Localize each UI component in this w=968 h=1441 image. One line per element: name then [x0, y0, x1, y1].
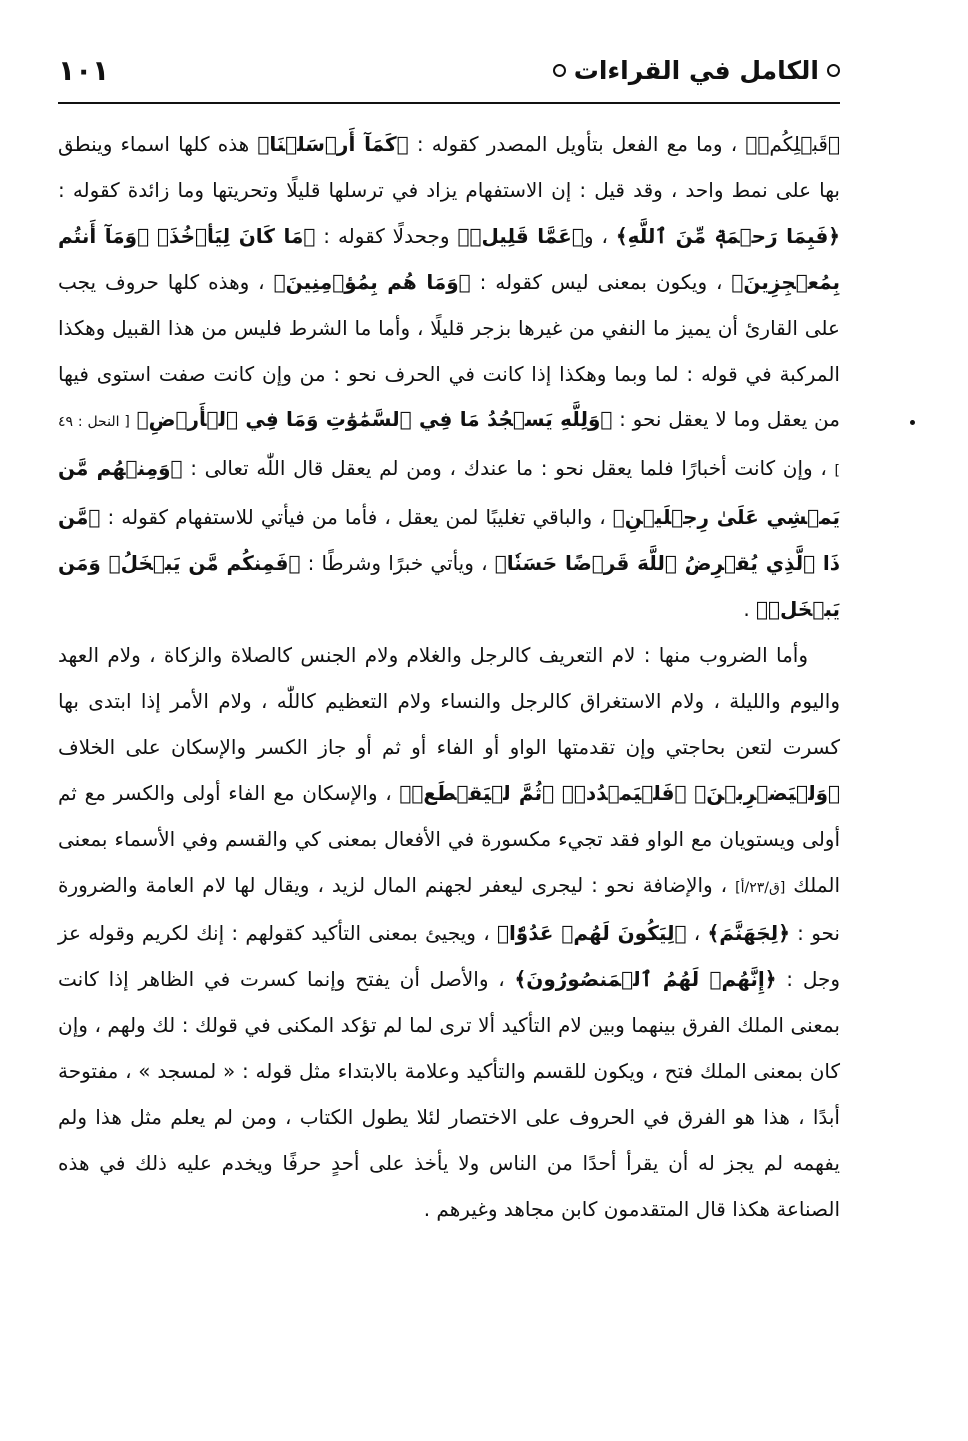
paragraph-2: [58, 633, 840, 1233]
quran-quote: ﴿فَبِمَا رَحۡمَةٖ مِّنَ ٱللَّهِ﴾: [615, 223, 841, 248]
quran-quote: ﴿كَمَآ أَرۡسَلۡنَا﴾: [257, 132, 409, 156]
text-run: [130, 407, 137, 431]
text-run: [554, 781, 562, 805]
header-title-group: [553, 56, 840, 85]
quran-quote: ﴿وَلِلَّهِ يَسۡجُدُ مَا فِي ٱلسَّمَٰوَٰتِ وَمَا فِي ٱلۡأَرۡضِ﴾: [136, 407, 613, 432]
ring-ornament-icon: [553, 64, 566, 77]
text-run: ، ويأتي خبرًا وشرطًا :: [300, 551, 495, 576]
quran-quote: ﴿إِنَّهُمۡ لَهُمُ ٱلۡمَنصُورُونَ﴾: [514, 967, 777, 992]
quran-quote: ﴿مَّن ذَا ٱلَّذِي يُقۡرِضُ ٱللَّهَ قَرۡضًا حَسَنٗا﴾: [58, 505, 840, 576]
text-run: ، والباقي تغليبًا لمن يعقل ، فأما من فيأتي للاستفهام كقوله :: [100, 505, 613, 530]
text-run: ، وإن كانت أخبارًا فلما يعقل نحو : ما عندك ، ومن لم يعقل قال اللّٰه تعالى :: [182, 456, 835, 481]
text-run: وأما الضروب منها : لام التعريف كالرجل والغلام ولام الجنس كالصلاة والزكاة ، ولام العهد واليوم والليلة ، ولام الاستغراق كالرجل والنساء ولام التعظيم كاللّٰه ، ولام الأمر إذا ابتدى بها كسرت لتعن بحاجتي وإن تقدمتها الواو أو الفاء أو ثم أو جاز الكسر والإسكان على الخلاف: [58, 642, 840, 759]
text-run: ، والإضافة نحو : ليجرى ليعفر لجهنم المال لزيد ، ويقال لها لام العامة والضرورة نحو :: [58, 872, 840, 946]
book-title: الكامل في القراءات: [573, 56, 819, 85]
text-run: ،: [686, 921, 708, 946]
text-run: ﴿قَبۡلِكُمۡ﴾: [745, 132, 840, 156]
text-run: ، ويكون بمعنى ليس كقوله :: [470, 269, 732, 294]
text-run: .: [743, 597, 757, 622]
quran-quote: ﴿وَمَا هُم بِمُؤۡمِنِينَ﴾: [273, 269, 471, 294]
text-run: هذه كلها اسماء وينطق بها على نمط واحد ، وقد قيل : إن الاستفهام يزاد في ترسلها قليلًا وتحريتها وما زائدة كقوله :: [58, 132, 840, 202]
quran-quote: ﴿وَمَآ أَنتُم بِمُعۡجِزِينَ﴾: [58, 223, 840, 294]
quran-quote: ﴿عَمَّا قَلِيلٖ﴾: [457, 223, 584, 248]
quran-quote: ﴿وَمِنۡهُم مَّن يَمۡشِي عَلَىٰ رِجۡلَيۡنِ﴾: [58, 456, 840, 530]
text-run: ، وما مع الفعل بتأويل المصدر كقوله :: [408, 132, 746, 156]
quran-quote: ﴿لِجَهَنَّمَ﴾: [707, 921, 790, 946]
text-run: ، والإسكان مع الفاء أولى والكسر مع ثم أولى ويستويان مع الواو فقد تجيء مكسورة في الأفعال بمعنى كي والقسم وفي الأسماء بمعنى الملك: [58, 780, 840, 897]
text-run: ، وهذه كلها حروف يجب على القارئ أن يميز ما النفي من غيرها بزجر قليلًا ، وأما ما الشرط فليس من هذا القبيل وهكذا المركبة في قوله : لما وبما وهكذا إذا كانت في الحرف نحو : من وإن كانت صفت استوى فيها من يعقل وما لا يعقل نحو :: [58, 269, 840, 432]
text-run: ، والأصل أن يفتح وإنما كسرت في الظاهر إذا كانت بمعنى الملك الفرق بينهما وبين لام التأكيد ألا ترى لما لم تؤكد المكنى في قولك : لك ولهم ، وإن كان بمعنى الملك فتح ، ويكون للقسم والتأكيد وعلامة بالابتداء مثل قوله : « لمسجد » ، مفتوحة أبدًا ، هذا هو الفرق في الحروف على الاختصار لئلا يطول الكتاب ، ومن لم يعلم مثل هذا ولم يفهمه لم يجز له أن يقرأ أحدًا من الناس ولا يأخذ على أحدٍ حرفًا ويخدم عليه ذلك في هذه الصناعة هكذا قال المتقدمون كابن مجاهد وغيرهم .: [58, 967, 840, 1221]
quran-quote: ﴿وَلۡيَضۡرِبۡنَ﴾: [694, 780, 841, 805]
quran-quote: ﴿فَمِنكُم مَّن يَبۡخَلُۖ وَمَن يَبۡخَلۡ﴾: [58, 551, 840, 622]
text-run: ، ويجيئ بمعنى التأكيد كقولهم : إنك لكريم وقوله عز وجل :: [58, 921, 841, 992]
citation-ref: [ق/٢٣/أ]: [735, 879, 786, 896]
ring-ornament-icon: [827, 64, 840, 77]
body-text: [58, 122, 840, 1233]
citation-ref: [ النحل : ٤٩ ]: [58, 414, 840, 480]
margin-speck: [910, 420, 915, 425]
quran-quote: ﴿فَلۡيَمۡدُدۡ﴾: [561, 780, 687, 805]
text-run: وجحدلًا كقوله :: [315, 223, 458, 248]
paragraph-1: [58, 122, 840, 633]
running-header: [58, 56, 840, 100]
text-run: [149, 224, 157, 248]
quran-quote: ﴿لِيَكُونَ لَهُمۡ عَدُوّٗا﴾: [496, 921, 687, 946]
quran-quote: ﴿ثُمَّ لۡيَقۡطَعۡ﴾: [399, 780, 555, 805]
page-number: ١٠١: [58, 54, 110, 87]
text-run: ، و: [583, 223, 616, 248]
quran-quote: ﴿مَا كَانَ لِيَأۡخُذَ﴾: [157, 223, 316, 248]
header-divider: [58, 102, 840, 104]
